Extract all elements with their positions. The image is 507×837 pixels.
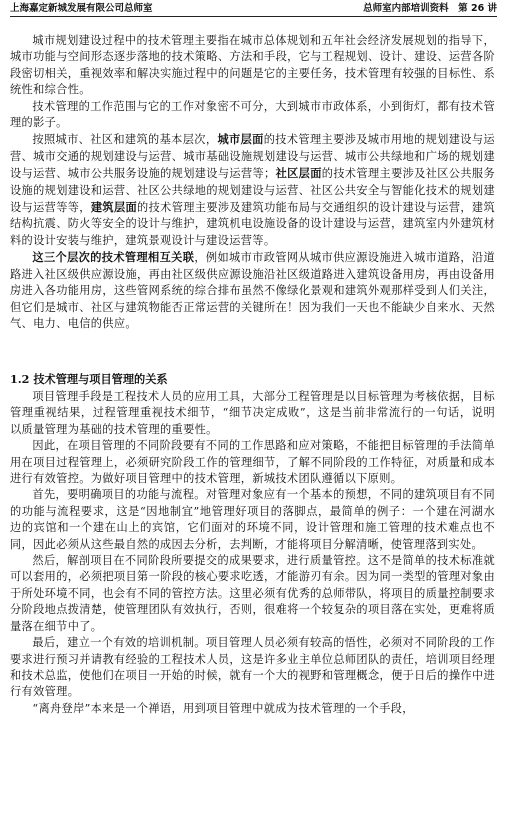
bold-term: 社区层面 bbox=[275, 166, 322, 181]
section-tech-vs-project bbox=[10, 389, 495, 717]
lecture-title: 总师室内部培训资料 第 26 讲 bbox=[363, 3, 497, 14]
paragraph: 技术管理的工作范围与它的工作对象密不可分，大到城市市政体系，小到街灯，都有技术管理的影子。 bbox=[10, 99, 495, 130]
text-run: 的技术管理主要涉及城市用地的规划建设与运营、城市交通的规划建设与运营、城市基础设施规划建设与运营、城市公共绿地和广场的规划建设与运营、城市公共服务设施的规划建设与运营等； bbox=[10, 133, 495, 181]
paragraph bbox=[10, 249, 495, 332]
paragraph: 最后，建立一个有效的培训机制。项目管理人员必须有较高的悟性，必须对不同阶段的工作要求进行预习并请教有经验的工程技术人员，这是许多业主单位总师团队的责任，培训项目经理和技术总监，使他们在项目一开始的时候，就有一个大的视野和管理概念，便于日后的操作中进行有效管理。 bbox=[10, 636, 495, 699]
paragraph: 首先，要明确项目的功能与流程。对管理对象应有一个基本的预想，不同的建筑项目有不同的功能与流程要求，这是“因地制宜”地管理好项目的落脚点，最简单的例子：一个建在河湖水边的宾馆和一个建在山上的宾馆，它们面对的环境不同，设计管理和施工管理的技术难点也不同，因此必须从这些最自然的成因去分析，去判断，才能将项目分解清晰，使管理落到实处。 bbox=[10, 488, 495, 551]
bold-term: 城市层面 bbox=[217, 132, 264, 147]
text-run: ，例如城市市政管网从城市供应源设施进入城市道路，沿道路进入社区级供应源设施，再由社区级供应源设施沿社区级道路进入建筑设备用房，再由设备用房进入各功能用房，这些管网系统的综合排布虽然不像绿化景观和建筑外观那样受到人们关注，但它们是城市、社区与建筑物能否正常运营的关键所在！因为我们一天也不能缺少自来水、天然气、电力、电信的供应。 bbox=[10, 251, 495, 330]
paragraph: 项目管理手段是工程技术人员的应用工具，大部分工程管理是以目标管理为考核依据，目标管理重视结果，过程管理重视技术细节，“细节决定成败”，这是当前非常流行的一句话，说明以质量管理为基础的技术管理的重要性。 bbox=[10, 390, 495, 436]
bold-term: 这三个层次的技术管理相互关联 bbox=[32, 250, 195, 265]
text-run: 的技术管理主要涉及建筑功能布局与交通组织的设计建设与运营，建筑结构抗震、防火等安全的设计与维护，建筑机电设施设备的设计建设与运营，建筑室内外建筑材料的设计安装与维护，建筑景观设计与建设运营等。 bbox=[10, 201, 496, 247]
company-name: 上海嘉定新城发展有限公司总师室 bbox=[10, 3, 153, 14]
paragraph: 城市规划建设过程中的技术管理主要指在城市总体规划和五年社会经济发展规划的指导下，城市功能与空间形态逐步落地的技术策略、方法和手段，它与工程规划、设计、建设、运营各阶段密切相关，重视效率和解决实施过程中的问题是它的主要任务，技术管理有较强的目标性、系统性和综合性。 bbox=[10, 34, 495, 97]
bold-term: 建筑层面 bbox=[90, 200, 138, 215]
section-heading: 1.2 技术管理与项目管理的关系 bbox=[10, 372, 168, 386]
text-run: 按照城市、社区和建筑的基本层次， bbox=[32, 133, 218, 147]
paragraph: 因此，在项目管理的不同阶段要有不同的工作思路和应对策略，不能把目标管理的手法简单用在项目过程管理上，必须研究阶段工作的管理细节，了解不同阶段的工作特征，对质量和成本进行有效管控。为做好项目管理中的技术管理，新城技术团队遵循以下原则。 bbox=[10, 439, 495, 486]
section-intro bbox=[10, 33, 495, 332]
paragraph: 然后，解剖项目在不同阶段所要提交的成果要求，进行质量管控。这不是简单的技术标准就可以套用的，必须把项目第一阶段的核心要求吃透，才能游刃有余。因为同一类型的管理对象由于所处环境不同，也会有不同的管控方法。这里必须有优秀的总师带队，将项目的质量控制要求分阶段地点拨清楚，使管理团队有效执行，否则，很难将一个较复杂的项目落在实处，更难将质量落在细节中了。 bbox=[10, 554, 495, 633]
paragraph bbox=[10, 131, 495, 249]
paragraph: “离舟登岸”本来是一个禅语，用到项目管理中就成为技术管理的一个手段， bbox=[32, 701, 414, 715]
text-run: 的技术管理主要涉及社区公共服务设施的规划建设和运营、社区公共绿地的规划建设与运营、社区公共安全与智能化技术的规划建设与运营等等， bbox=[10, 167, 495, 215]
page-header bbox=[10, 3, 497, 17]
